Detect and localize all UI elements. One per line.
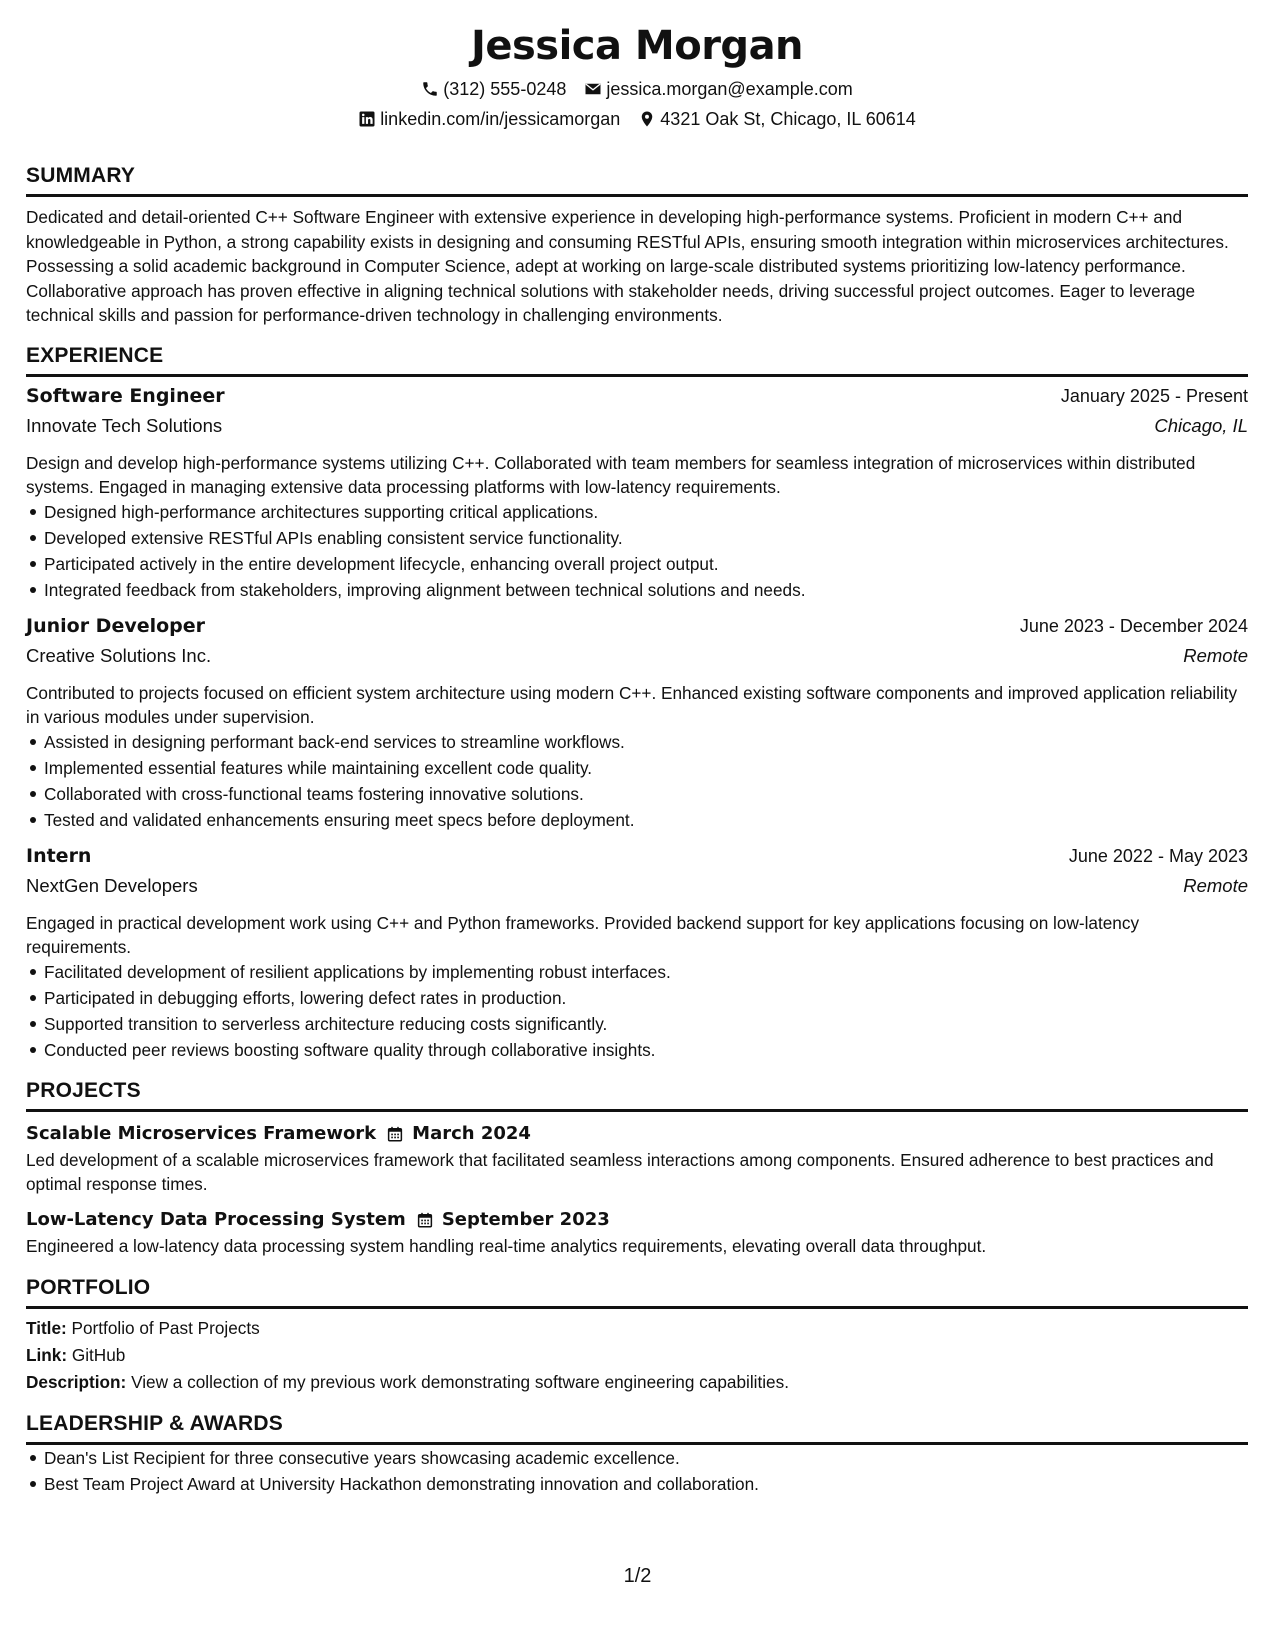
job-header bbox=[26, 385, 1248, 415]
job-description: Engaged in practical development work using C++ and Python frameworks. Provided backend support for key applications focusing on low-latency requirements. bbox=[26, 912, 1140, 957]
job-bullets bbox=[26, 959, 1248, 1063]
contact-email[interactable] bbox=[584, 74, 852, 104]
portfolio-link-label: Link: bbox=[26, 1344, 68, 1365]
portfolio-title-label: Title: bbox=[26, 1317, 67, 1338]
list-item: Assisted in designing performant back-end services to streamline workflows. bbox=[44, 729, 1248, 755]
list-item: Participated in debugging efforts, lowering defect rates in production. bbox=[44, 985, 1248, 1011]
job-header bbox=[26, 615, 1248, 645]
project-description: Engineered a low-latency data processing system handling real-time analytics requirements, elevating overall data throughput. bbox=[26, 1235, 987, 1256]
list-item: Conducted peer reviews boosting software quality through collaborative insights. bbox=[44, 1037, 1248, 1063]
linkedin-text[interactable]: linkedin.com/in/jessicamorgan bbox=[380, 109, 621, 129]
projects-section bbox=[26, 1079, 1248, 1258]
projects-heading: PROJECTS bbox=[26, 1079, 1248, 1112]
job-dates: January 2025 - Present bbox=[1060, 385, 1248, 406]
portfolio-description-line bbox=[26, 1369, 1248, 1396]
contact-address bbox=[638, 104, 916, 134]
job-company: NextGen Developers bbox=[26, 874, 198, 896]
job-subheader bbox=[26, 645, 1248, 675]
contact-phone bbox=[421, 74, 566, 104]
summary-text: Dedicated and detail-oriented C++ Software Engineer with extensive experience in developing high-performance systems. Proficient in modern C++ and knowledgeable in Python, a strong capability exists in designing and consuming RESTful APIs, ensuring smooth integration within microservices architectures. Possessing a solid academic background in Computer Science, adept at working on large-scale distributed systems prioritizing low-latency performance. Collaborative approach has proven effective in aligning technical solutions with stakeholder needs, driving successful project outcomes. Eager to leverage technical skills and passion for performance-driven technology in challenging environments. bbox=[26, 207, 1229, 325]
portfolio-link-line bbox=[26, 1342, 1248, 1369]
page-number: 1/2 bbox=[623, 1565, 652, 1587]
contact-row-secondary bbox=[26, 104, 1248, 134]
project-date-text: March 2024 bbox=[412, 1123, 531, 1144]
list-item: Tested and validated enhancements ensuring meet specs before deployment. bbox=[44, 807, 1248, 833]
calendar-icon bbox=[416, 1211, 434, 1229]
job-company: Creative Solutions Inc. bbox=[26, 644, 212, 666]
job-dates: June 2023 - December 2024 bbox=[1019, 615, 1248, 636]
project-entry bbox=[26, 1206, 1248, 1258]
list-item: Developed extensive RESTful APIs enabling consistent service functionality. bbox=[44, 525, 1248, 551]
list-item: Participated actively in the entire development lifecycle, enhancing overall project output. bbox=[44, 551, 1248, 577]
portfolio-description-value: View a collection of my previous work demonstrating software engineering capabilities. bbox=[131, 1371, 789, 1392]
job-description: Contributed to projects focused on efficient system architecture using modern C++. Enhanced existing software components and improved application reliability in various modules under supervision. bbox=[26, 682, 1238, 727]
project-name: Scalable Microservices Framework bbox=[26, 1123, 377, 1144]
summary-heading: SUMMARY bbox=[26, 164, 1248, 197]
portfolio-description-label: Description: bbox=[26, 1371, 127, 1392]
awards-list bbox=[26, 1445, 1248, 1497]
summary-section bbox=[26, 164, 1248, 328]
job-entry bbox=[26, 615, 1248, 833]
resume-page bbox=[26, 20, 1248, 1497]
job-dates: June 2022 - May 2023 bbox=[1068, 845, 1248, 866]
project-entry bbox=[26, 1120, 1248, 1196]
project-header bbox=[26, 1120, 1248, 1148]
experience-heading: EXPERIENCE bbox=[26, 344, 1248, 377]
project-header bbox=[26, 1206, 1248, 1234]
list-item: Collaborated with cross-functional teams fostering innovative solutions. bbox=[44, 781, 1248, 807]
job-location: Remote bbox=[1183, 644, 1248, 666]
job-bullets bbox=[26, 729, 1248, 833]
job-header bbox=[26, 845, 1248, 875]
job-bullets bbox=[26, 499, 1248, 603]
job-location: Chicago, IL bbox=[1154, 414, 1248, 436]
phone-icon bbox=[421, 80, 439, 98]
job-title: Junior Developer bbox=[26, 614, 206, 637]
awards-section bbox=[26, 1412, 1248, 1497]
job-entry bbox=[26, 845, 1248, 1063]
job-subheader bbox=[26, 415, 1248, 445]
job-description: Design and develop high-performance systems utilizing C++. Collaborated with team members for seamless integration of microservices within distributed systems. Engaged in managing extensive data processing platforms with low-latency requirements. bbox=[26, 452, 1196, 497]
resume-header bbox=[26, 24, 1248, 134]
list-item: Facilitated development of resilient applications by implementing robust interfaces. bbox=[44, 959, 1248, 985]
email-text[interactable]: jessica.morgan@example.com bbox=[606, 79, 853, 99]
list-item: Integrated feedback from stakeholders, improving alignment between technical solutions and needs. bbox=[44, 577, 1248, 603]
list-item: Dean's List Recipient for three consecutive years showcasing academic excellence. bbox=[44, 1445, 1248, 1471]
portfolio-title-value: Portfolio of Past Projects bbox=[71, 1317, 260, 1338]
job-subheader bbox=[26, 875, 1248, 905]
phone-text: (312) 555-0248 bbox=[443, 79, 567, 99]
portfolio-link[interactable]: GitHub bbox=[71, 1344, 126, 1365]
job-location: Remote bbox=[1183, 874, 1248, 896]
project-date bbox=[386, 1123, 531, 1144]
address-text: 4321 Oak St, Chicago, IL 60614 bbox=[660, 109, 916, 129]
portfolio-heading: PORTFOLIO bbox=[26, 1276, 1248, 1309]
project-name: Low-Latency Data Processing System bbox=[26, 1209, 406, 1230]
job-title: Software Engineer bbox=[26, 384, 225, 407]
calendar-icon bbox=[386, 1125, 404, 1143]
project-date bbox=[416, 1209, 610, 1230]
map-pin-icon bbox=[638, 110, 656, 128]
job-company: Innovate Tech Solutions bbox=[26, 414, 223, 436]
contact-linkedin[interactable] bbox=[358, 104, 620, 134]
contact-row-primary bbox=[26, 74, 1248, 104]
portfolio-title-line bbox=[26, 1315, 1248, 1342]
list-item: Supported transition to serverless architecture reducing costs significantly. bbox=[44, 1011, 1248, 1037]
experience-section bbox=[26, 344, 1248, 1063]
list-item: Implemented essential features while maintaining excellent code quality. bbox=[44, 755, 1248, 781]
job-entry bbox=[26, 385, 1248, 603]
candidate-name: Jessica Morgan bbox=[470, 23, 804, 69]
job-title: Intern bbox=[26, 844, 92, 867]
project-description: Led development of a scalable microservices framework that facilitated seamless interactions among components. Ensured adherence to best practices and optimal response times. bbox=[26, 1149, 1214, 1194]
linkedin-icon bbox=[358, 110, 376, 128]
project-date-text: September 2023 bbox=[441, 1209, 610, 1230]
portfolio-section bbox=[26, 1276, 1248, 1396]
list-item: Designed high-performance architectures supporting critical applications. bbox=[44, 499, 1248, 525]
list-item: Best Team Project Award at University Hackathon demonstrating innovation and collaboration. bbox=[44, 1471, 1248, 1497]
envelope-icon bbox=[584, 80, 602, 98]
awards-heading: LEADERSHIP & AWARDS bbox=[26, 1412, 1248, 1445]
